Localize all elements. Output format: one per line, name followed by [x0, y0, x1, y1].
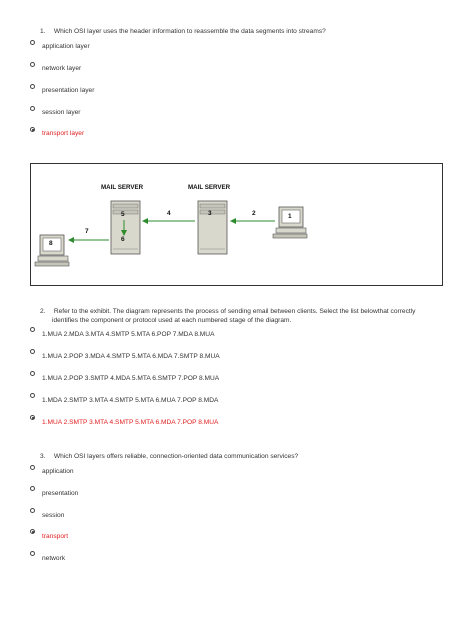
stage-label-4: 4	[167, 210, 171, 217]
q1-option-1-label: application layer	[42, 43, 90, 50]
exhibit-diagram	[30, 163, 443, 286]
q3-option-2-radio[interactable]	[30, 486, 35, 491]
stage-label-5: 5	[121, 211, 125, 218]
question-2-number: 2.	[40, 308, 46, 315]
mail-server-left-label: MAIL SERVER	[101, 184, 144, 191]
q2-option-2-label: 1.MUA 2.POP 3.MDA 4.SMTP 5.MTA 6.MDA 7.SMTP 8.MUA	[42, 353, 220, 360]
q1-option-2-radio[interactable]	[30, 62, 35, 67]
mail-server-right-icon	[198, 201, 227, 254]
q1-option-1-radio[interactable]	[30, 40, 35, 45]
q3-option-4-radio[interactable]	[30, 529, 35, 534]
q2-option-2-radio[interactable]	[30, 349, 35, 354]
q2-option-5-label: 1.MUA 2.SMTP 3.MTA 4.SMTP 5.MTA 6.MDA 7.POP 8.MUA	[42, 419, 219, 426]
question-2-text-line1: Refer to the exhibit. The diagram represents the process of sending email between clients. Select the list belowthat correctly	[53, 308, 416, 315]
q1-option-4-radio[interactable]	[30, 106, 35, 111]
client-computer-right-icon	[273, 207, 307, 238]
q3-option-5-radio[interactable]	[30, 551, 35, 556]
q1-option-3-radio[interactable]	[30, 84, 35, 89]
question-3-prompt	[40, 452, 440, 461]
q1-option-5-radio[interactable]	[30, 127, 35, 132]
mail-server-right-label: MAIL SERVER	[188, 184, 231, 191]
q3-option-3-label: session	[42, 512, 65, 519]
question-3-number: 3.	[40, 453, 46, 460]
q1-option-4-label: session layer	[42, 109, 81, 116]
q1-option-2-label: network layer	[42, 65, 82, 72]
q2-option-1-radio[interactable]	[30, 327, 35, 332]
q3-option-3-radio[interactable]	[30, 508, 35, 513]
q2-option-4-radio[interactable]	[30, 393, 35, 398]
q2-option-3-radio[interactable]	[30, 371, 35, 376]
q2-option-5-radio[interactable]	[30, 415, 35, 420]
question-2-text-line2: identifies the component or protocol used at each numbered stage of the diagram.	[52, 317, 292, 324]
q1-option-3-label: presentation layer	[42, 87, 95, 94]
stage-label-2: 2	[252, 210, 256, 217]
stage-label-3: 3	[208, 210, 212, 217]
q3-option-2-label: presentation	[42, 490, 79, 497]
q3-option-4-label: transport	[42, 533, 69, 540]
q3-option-5-label: network	[42, 555, 66, 562]
mail-server-left-icon	[111, 201, 140, 254]
stage-label-8: 8	[49, 240, 53, 247]
stage-label-1: 1	[288, 213, 292, 220]
q2-option-3-label: 1.MUA 2.POP 3.SMTP 4.MDA 5.MTA 6.SMTP 7.POP 8.MUA	[42, 375, 220, 382]
question-1-number: 1.	[40, 28, 46, 35]
q1-option-5-label: transport layer	[42, 130, 85, 137]
question-1-text: Which OSI layer uses the header information to reassemble the data segments into streams?	[53, 28, 326, 35]
q2-option-4-label: 1.MDA 2.SMTP 3.MTA 4.SMTP 5.MTA 6.MUA 7.POP 8.MDA	[42, 397, 219, 404]
q3-option-1-label: application	[42, 468, 74, 475]
exhibit-svg	[31, 164, 442, 285]
question-3-text: Which OSI layers offers reliable, connection-oriented data communication services?	[53, 453, 299, 460]
stage-label-6: 6	[121, 236, 125, 243]
question-2-prompt	[40, 307, 460, 316]
question-1-prompt	[40, 27, 440, 36]
stage-label-7: 7	[85, 228, 89, 235]
q2-option-1-label: 1.MUA 2.MDA 3.MTA 4.SMTP 5.MTA 6.POP 7.MDA 8.MUA	[42, 331, 215, 338]
q3-option-1-radio[interactable]	[30, 465, 35, 470]
